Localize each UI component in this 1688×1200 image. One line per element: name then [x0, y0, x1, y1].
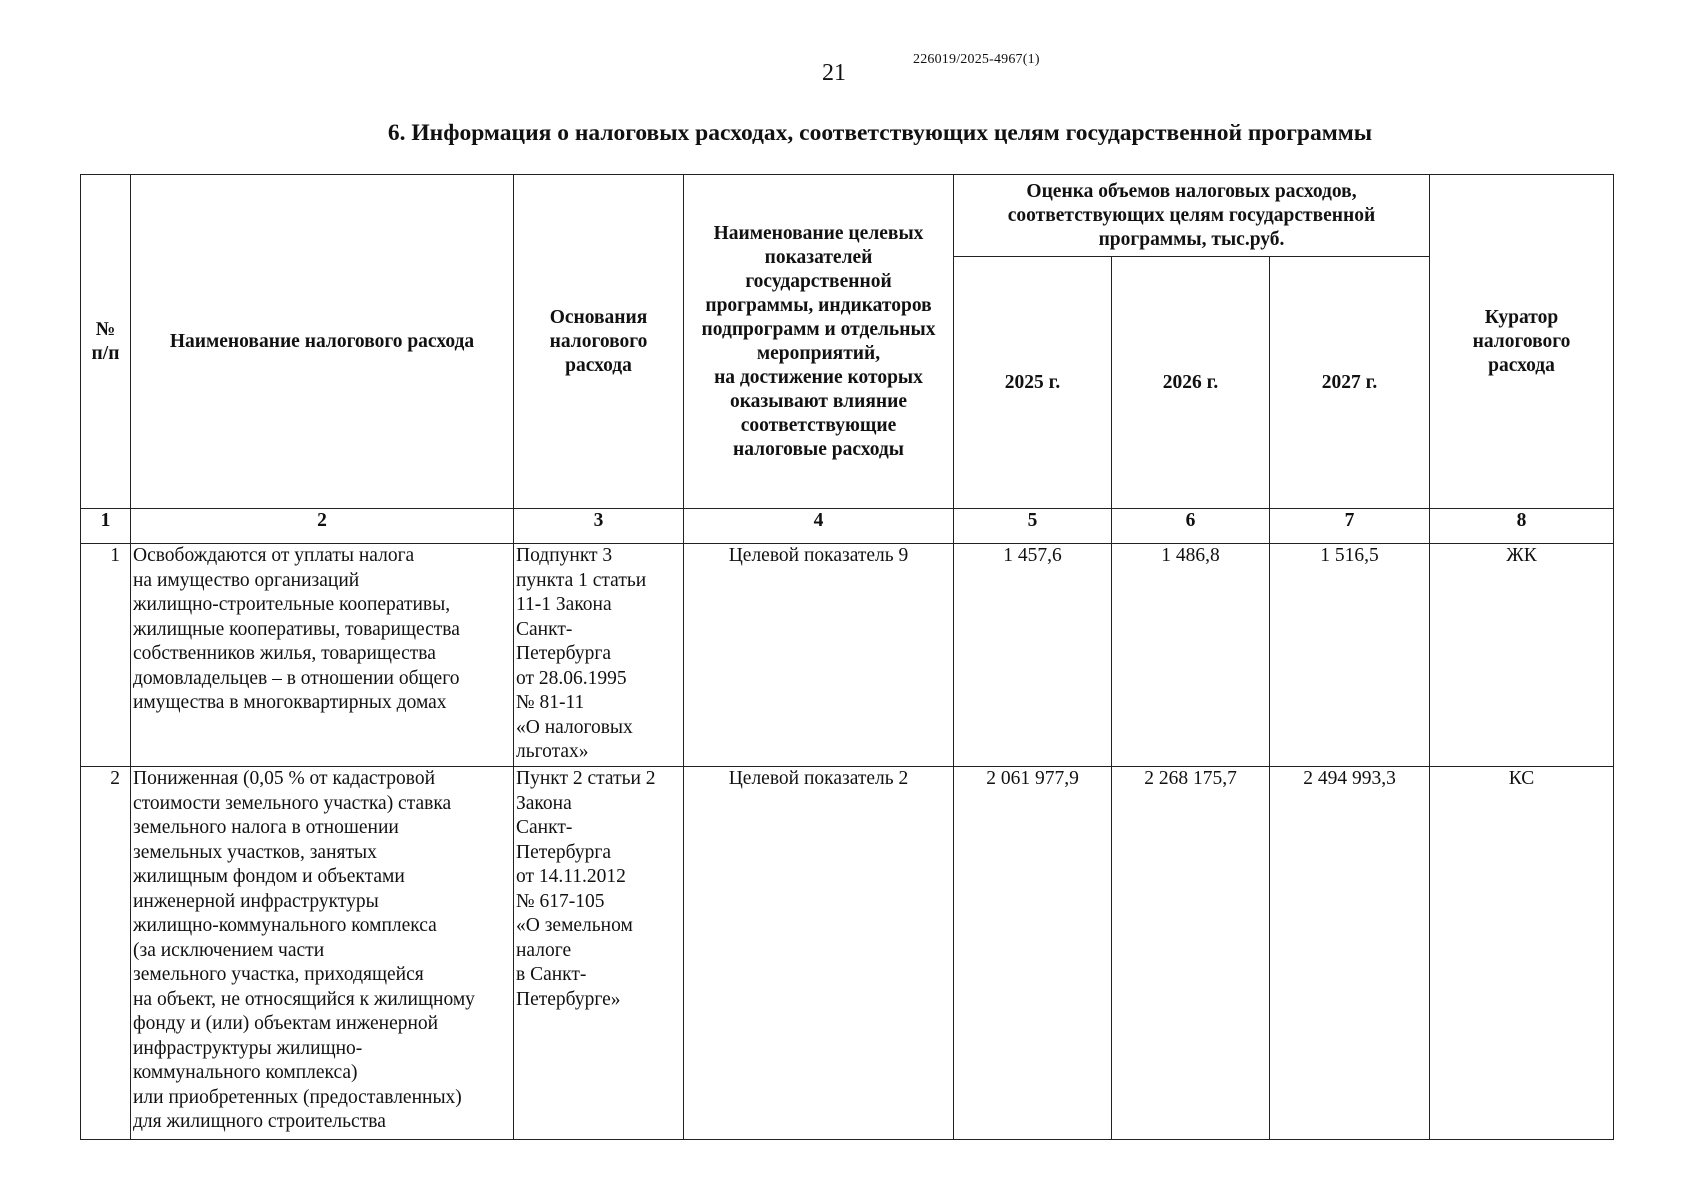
- column-number: 6: [1112, 509, 1270, 544]
- header-curator: Куратор налогового расхода: [1430, 175, 1614, 509]
- column-number: 5: [954, 509, 1112, 544]
- header-year-2025: 2025 г.: [954, 257, 1112, 509]
- header-basis: Основания налогового расхода: [514, 175, 684, 509]
- row-curator: ЖК: [1430, 544, 1614, 767]
- table-row: [81, 767, 1614, 1140]
- header-estimate: Оценка объемов налоговых расходов, соответствующих целям государственной программы, тыс.руб.: [954, 175, 1430, 257]
- row-value-2027: 1 516,5: [1270, 544, 1430, 767]
- row-indicator: Целевой показатель 2: [684, 767, 954, 1140]
- column-number: 2: [131, 509, 514, 544]
- table-row: [81, 544, 1614, 767]
- column-number: 4: [684, 509, 954, 544]
- row-value-2025: 1 457,6: [954, 544, 1112, 767]
- row-indicator: Целевой показатель 9: [684, 544, 954, 767]
- row-name: Освобождаются от уплаты налога на имущество организаций жилищно-строительные кооперативы, жилищные кооперативы, товарищества собственников жилья, товарищества домовладельцев – в отношении общего имущества в многоквартирных домах: [131, 544, 514, 767]
- column-number-row: [81, 509, 1614, 544]
- header-indicators: Наименование целевых показателей государственной программы, индикаторов подпрограмм и отдельных мероприятий, на достижение которых оказывают влияние соответствующие налоговые расходы: [684, 175, 954, 509]
- section-title: 6. Информация о налоговых расходах, соответствующих целям государственной программы: [387, 120, 1373, 146]
- row-num: 2: [81, 767, 131, 1140]
- row-value-2027: 2 494 993,3: [1270, 767, 1430, 1140]
- row-curator: КС: [1430, 767, 1614, 1140]
- row-value-2026: 2 268 175,7: [1112, 767, 1270, 1140]
- header-name: Наименование налогового расхода: [131, 175, 514, 509]
- tax-expenditure-table: [80, 174, 1614, 1140]
- document-id: 226019/2025-4967(1): [913, 52, 1040, 67]
- column-number: 7: [1270, 509, 1430, 544]
- row-value-2026: 1 486,8: [1112, 544, 1270, 767]
- header-year-2027: 2027 г.: [1270, 257, 1430, 509]
- row-basis: Подпункт 3 пункта 1 статьи 11-1 Закона Санкт- Петербурга от 28.06.1995 № 81-11 «О налоговых льготах»: [514, 544, 684, 767]
- column-number: 8: [1430, 509, 1614, 544]
- header-num: № п/п: [81, 175, 131, 509]
- row-value-2025: 2 061 977,9: [954, 767, 1112, 1140]
- column-number: 1: [81, 509, 131, 544]
- row-basis: Пункт 2 статьи 2 Закона Санкт- Петербурга от 14.11.2012 № 617-105 «О земельном налоге в Санкт- Петербурге»: [514, 767, 684, 1140]
- header-year-2026: 2026 г.: [1112, 257, 1270, 509]
- row-name: Пониженная (0,05 % от кадастровой стоимости земельного участка) ставка земельного налога в отношении земельных участков, занятых жилищным фондом и объектами инженерной инфраструктуры жилищно-коммунального комплекса (за исключением части земельного участка, приходящейся на объект, не относящийся к жилищному фонду и (или) объектам инженерной инфраструктуры жилищно- коммунального комплекса) или приобретенных (предоставленных) для жилищного строительства: [131, 767, 514, 1140]
- page-number: 21: [822, 60, 846, 86]
- row-num: 1: [81, 544, 131, 767]
- column-number: 3: [514, 509, 684, 544]
